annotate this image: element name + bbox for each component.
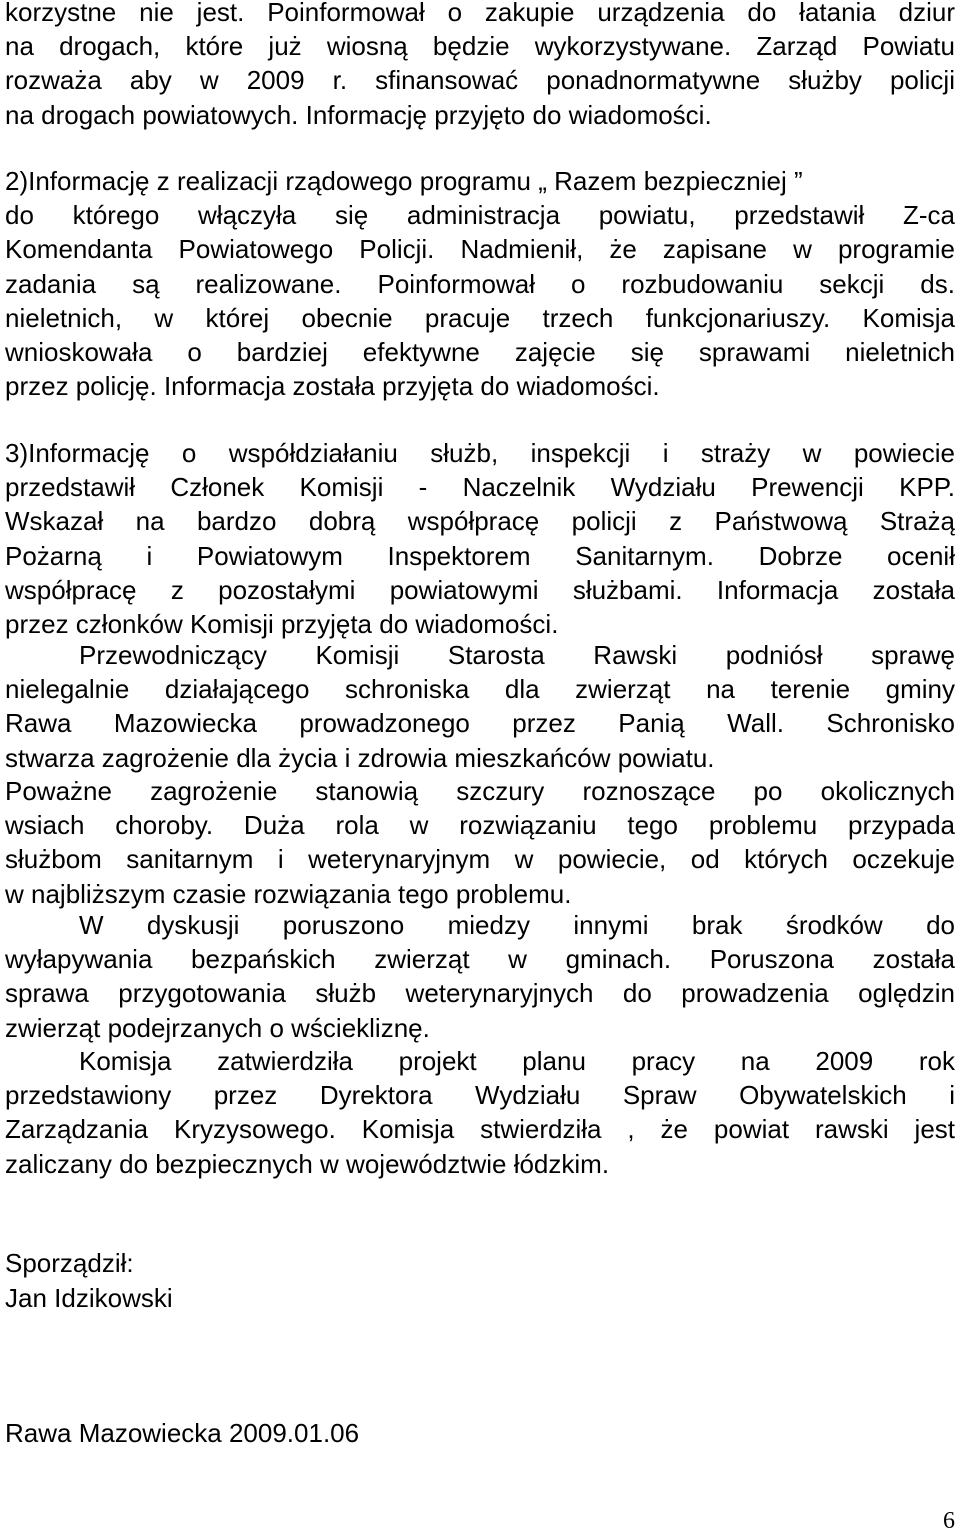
- text-line: na drogach powiatowych. Informację przyjęto do wiadomości.: [5, 99, 712, 130]
- paragraph-7: [5, 1044, 955, 1181]
- paragraph-1: [5, 0, 955, 132]
- text-line: nieletnich, w której obecnie pracuje trzech funkcjonariuszy. Komisja: [5, 302, 955, 333]
- text-line: Przewodniczący Komisji Starosta Rawski podniósł sprawę: [79, 640, 955, 670]
- text-line: Zarządzania Kryzysowego. Komisja stwierdziła , że powiat rawski jest: [5, 1114, 955, 1145]
- text-line: stwarza zagrożenie dla życia i zdrowia mieszkańców powiatu.: [5, 742, 715, 773]
- text-line: Wskazał na bardzo dobrą współpracę policji z Państwową Strażą: [5, 506, 955, 537]
- text-line: Poważne zagrożenie stanowią szczury roznoszące po okolicznych: [5, 776, 955, 806]
- paragraph-4: [5, 638, 955, 775]
- text-line: Komisja zatwierdziła projekt planu pracy na 2009 rok: [79, 1046, 955, 1076]
- place-date: Rawa Mazowiecka 2009.01.06: [5, 1418, 360, 1448]
- text-line: sprawa przygotowania służb weterynaryjnych do prowadzenia oględzin: [5, 978, 955, 1009]
- text-line: 2)Informację z realizacji rządowego programu „ Razem bezpieczniej ”: [5, 166, 803, 196]
- text-line: do którego włączyła się administracja powiatu, przedstawił Z-ca: [5, 200, 955, 231]
- text-line: Pożarną i Powiatowym Inspektorem Sanitarnym. Dobrze ocenił: [5, 540, 955, 571]
- signature-name: Jan Idzikowski: [5, 1283, 173, 1313]
- paragraph-5: [5, 774, 955, 911]
- paragraph-2: [5, 164, 955, 403]
- text-line: zadania są realizowane. Poinformował o rozbudowaniu sekcji ds.: [5, 268, 955, 299]
- paragraph-3: [5, 436, 955, 641]
- text-line: na drogach, które już wiosną będzie wykorzystywane. Zarząd Powiatu: [5, 31, 955, 62]
- text-line: przez członków Komisji przyjęta do wiadomości.: [5, 609, 559, 640]
- text-line: współpracę z pozostałymi powiatowymi służbami. Informacja została: [5, 574, 955, 605]
- page-number: 6: [943, 1508, 955, 1534]
- text-line: rozważa aby w 2009 r. sfinansować ponadnormatywne służby policji: [5, 65, 955, 96]
- text-line: w najbliższym czasie rozwiązania tego problemu.: [5, 878, 572, 909]
- text-line: Rawa Mazowiecka prowadzonego przez Panią Wall. Schronisko: [5, 708, 955, 739]
- text-line: nielegalnie działającego schroniska dla zwierząt na terenie gminy: [5, 674, 955, 705]
- text-line: wyłapywania bezpańskich zwierząt w gminach. Poruszona została: [5, 944, 955, 975]
- text-line: 3)Informację o współdziałaniu służb, inspekcji i straży w powiecie: [5, 438, 955, 468]
- text-line: wnioskowała o bardziej efektywne zajęcie się sprawami nieletnich: [5, 337, 955, 368]
- text-line: Komendanta Powiatowego Policji. Nadmienił, że zapisane w programie: [5, 234, 955, 265]
- signature-label: Sporządził:: [5, 1248, 134, 1278]
- text-line: przedstawiony przez Dyrektora Wydziału Spraw Obywatelskich i: [5, 1080, 955, 1111]
- text-line: wsiach choroby. Duża rola w rozwiązaniu tego problemu przypada: [5, 810, 955, 841]
- text-line: przez policję. Informacja została przyjęta do wiadomości.: [5, 371, 660, 402]
- paragraph-6: [5, 908, 955, 1045]
- text-line: służbom sanitarnym i weterynaryjnym w powiecie, od których oczekuje: [5, 844, 955, 875]
- text-line: przedstawił Członek Komisji - Naczelnik Wydziału Prewencji KPP.: [5, 472, 955, 503]
- text-line: zwierząt podejrzanych o wściekliznę.: [5, 1012, 430, 1043]
- text-line: korzystne nie jest. Poinformował o zakupie urządzenia do łatania dziur: [5, 0, 955, 27]
- text-line: zaliczany do bezpiecznych w województwie łódzkim.: [5, 1148, 610, 1179]
- text-line: W dyskusji poruszono miedzy innymi brak środków do: [79, 910, 955, 940]
